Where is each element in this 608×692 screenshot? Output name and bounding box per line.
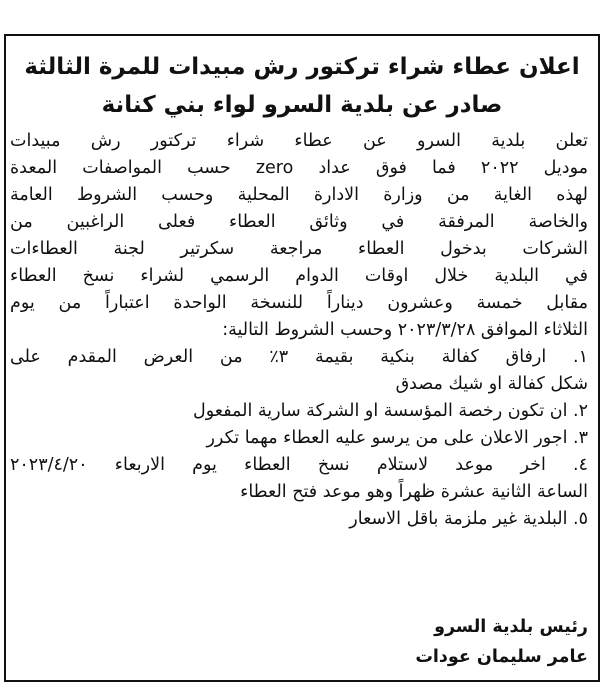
condition-item-4: ٤. اخر موعد لاستلام نسخ العطاء يوم الاربعاء ٢٠٢٣/٤/٢٠ [10,455,588,475]
announcement-frame [4,34,600,682]
body-line: لهذه الغاية من وزارة الادارة المحلية وحسب الشروط العامة [10,185,588,205]
signature-title: رئيس بلدية السرو [434,617,588,637]
conditions-list [10,344,588,533]
condition-item-2: ٢. ان تكون رخصة المؤسسة او الشركة سارية المفعول [193,401,588,421]
body-line: موديل ٢٠٢٢ فما فوق عداد zero حسب المواصفات المعدة [10,158,588,178]
announcement-title-line-2: صادر عن بلدية السرو لواء بني كنانة [101,92,503,118]
announcement-document [6,36,598,680]
body-line: في البلدية خلال اوقات الدوام الرسمي لشراء نسخ العطاء [10,266,588,286]
body-line: تعلن بلدية السرو عن عطاء شراء تركتور رش مبيدات [10,131,588,151]
announcement-title-line-1: اعلان عطاء شراء تركتور رش مبيدات للمرة الثالثة [24,54,580,80]
condition-item-1: ١. ارفاق كفالة بنكية بقيمة ٣٪ من العرض المقدم على [10,347,588,367]
condition-item-3: ٣. اجور الاعلان على من يرسو عليه العطاء مهما تكرر [206,428,588,448]
announcement-body [10,128,588,344]
condition-item-1-continuation: شكل كفالة او شيك مصدق [395,374,588,394]
condition-item-5: ٥. البلدية غير ملزمة باقل الاسعار [349,509,588,529]
body-line: مقابل خمسة وعشرون ديناراً للنسخة الواحدة اعتباراً من يوم [10,293,588,313]
body-line: الشركات بدخول العطاء مراجعة سكرتير لجنة العطاءات [10,239,588,259]
condition-item-4-continuation: الساعة الثانية عشرة ظهراً وهو موعد فتح العطاء [240,482,588,502]
signature-block [415,612,588,672]
signature-name: عامر سليمان عودات [415,647,588,667]
body-line: الثلاثاء الموافق ٢٠٢٣/٣/٢٨ وحسب الشروط التالية: [222,320,588,340]
body-line: والخاصة المرفقة في وثائق العطاء فعلى الراغبين من [10,212,588,232]
